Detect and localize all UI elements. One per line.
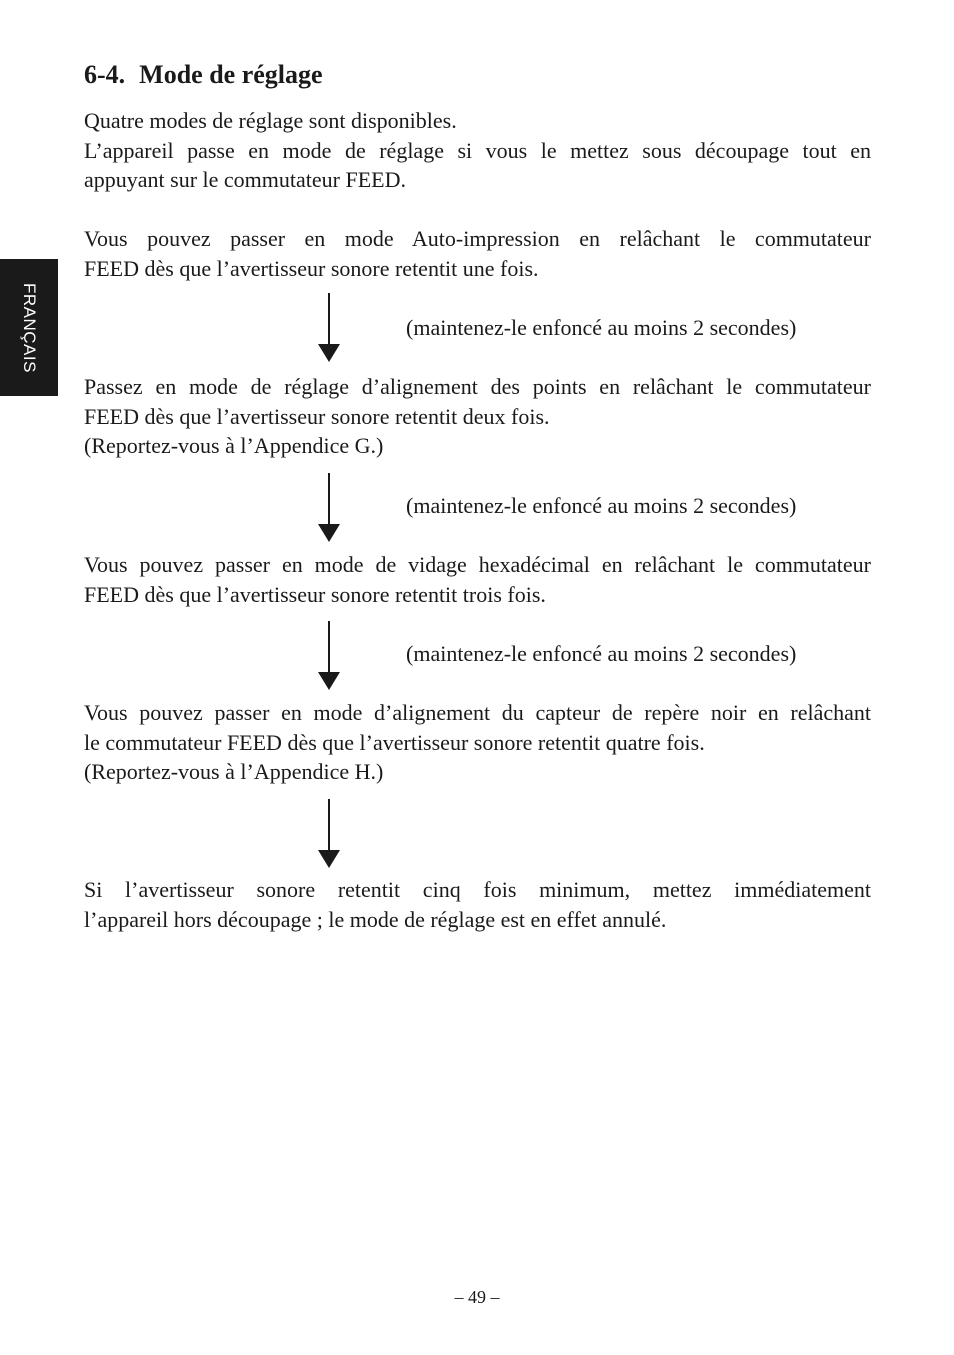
intro-line-2: L’appareil passe en mode de réglage si vous le mettez sous découpage tout en	[84, 137, 871, 163]
intro-paragraph	[84, 106, 871, 195]
cancel-paragraph	[84, 875, 871, 934]
down-arrow-icon	[318, 621, 340, 690]
black-mark-paragraph	[84, 698, 871, 787]
dot-alignment-line-1: Passez en mode de réglage d’alignement des points en relâchant le commutateur	[84, 374, 871, 399]
hex-dump-line-2: FEED dès que l’avertisseur sonore retentit trois fois.	[84, 581, 546, 607]
hold-note-3: (maintenez-le enfoncé au moins 2 secondes)	[406, 641, 797, 666]
hex-dump-line-1: Vous pouvez passer en mode de vidage hexadécimal en relâchant le commutateur	[84, 552, 871, 577]
intro-line-3: appuyant sur le commutateur FEED.	[84, 167, 406, 193]
down-arrow-icon	[318, 293, 340, 362]
section-heading	[84, 57, 323, 93]
hold-note-2: (maintenez-le enfoncé au moins 2 secondes)	[406, 493, 797, 518]
intro-line-1: Quatre modes de réglage sont disponibles.	[84, 108, 457, 133]
hex-dump-paragraph	[84, 550, 871, 609]
cancel-line-2: l’appareil hors découpage ; le mode de réglage est en effet annulé.	[84, 906, 667, 932]
black-mark-line-3: (Reportez-vous à l’Appendice H.)	[84, 759, 384, 785]
language-side-tab	[0, 259, 58, 396]
down-arrow-icon	[318, 473, 340, 542]
auto-print-paragraph	[84, 224, 871, 283]
section-number: 6-4.	[84, 60, 126, 89]
cancel-line-1: Si l’avertisseur sonore retentit cinq fois minimum, mettez immédiatement	[84, 877, 871, 902]
language-label: FRANÇAIS	[20, 282, 39, 373]
auto-print-line-1: Vous pouvez passer en mode Auto-impression en relâchant le commutateur	[84, 226, 871, 251]
dot-alignment-paragraph	[84, 372, 871, 461]
page-number: – 49 –	[454, 1287, 500, 1307]
black-mark-line-2: le commutateur FEED dès que l’avertisseur sonore retentit quatre fois.	[84, 729, 705, 755]
section-title: Mode de réglage	[139, 60, 323, 89]
dot-alignment-line-3: (Reportez-vous à l’Appendice G.)	[84, 433, 384, 459]
down-arrow-icon	[318, 799, 340, 868]
dot-alignment-line-2: FEED dès que l’avertisseur sonore retentit deux fois.	[84, 403, 550, 429]
auto-print-line-2: FEED dès que l’avertisseur sonore retentit une fois.	[84, 255, 539, 281]
black-mark-line-1: Vous pouvez passer en mode d’alignement du capteur de repère noir en relâchant	[84, 700, 871, 725]
hold-note-1: (maintenez-le enfoncé au moins 2 secondes)	[406, 315, 797, 340]
